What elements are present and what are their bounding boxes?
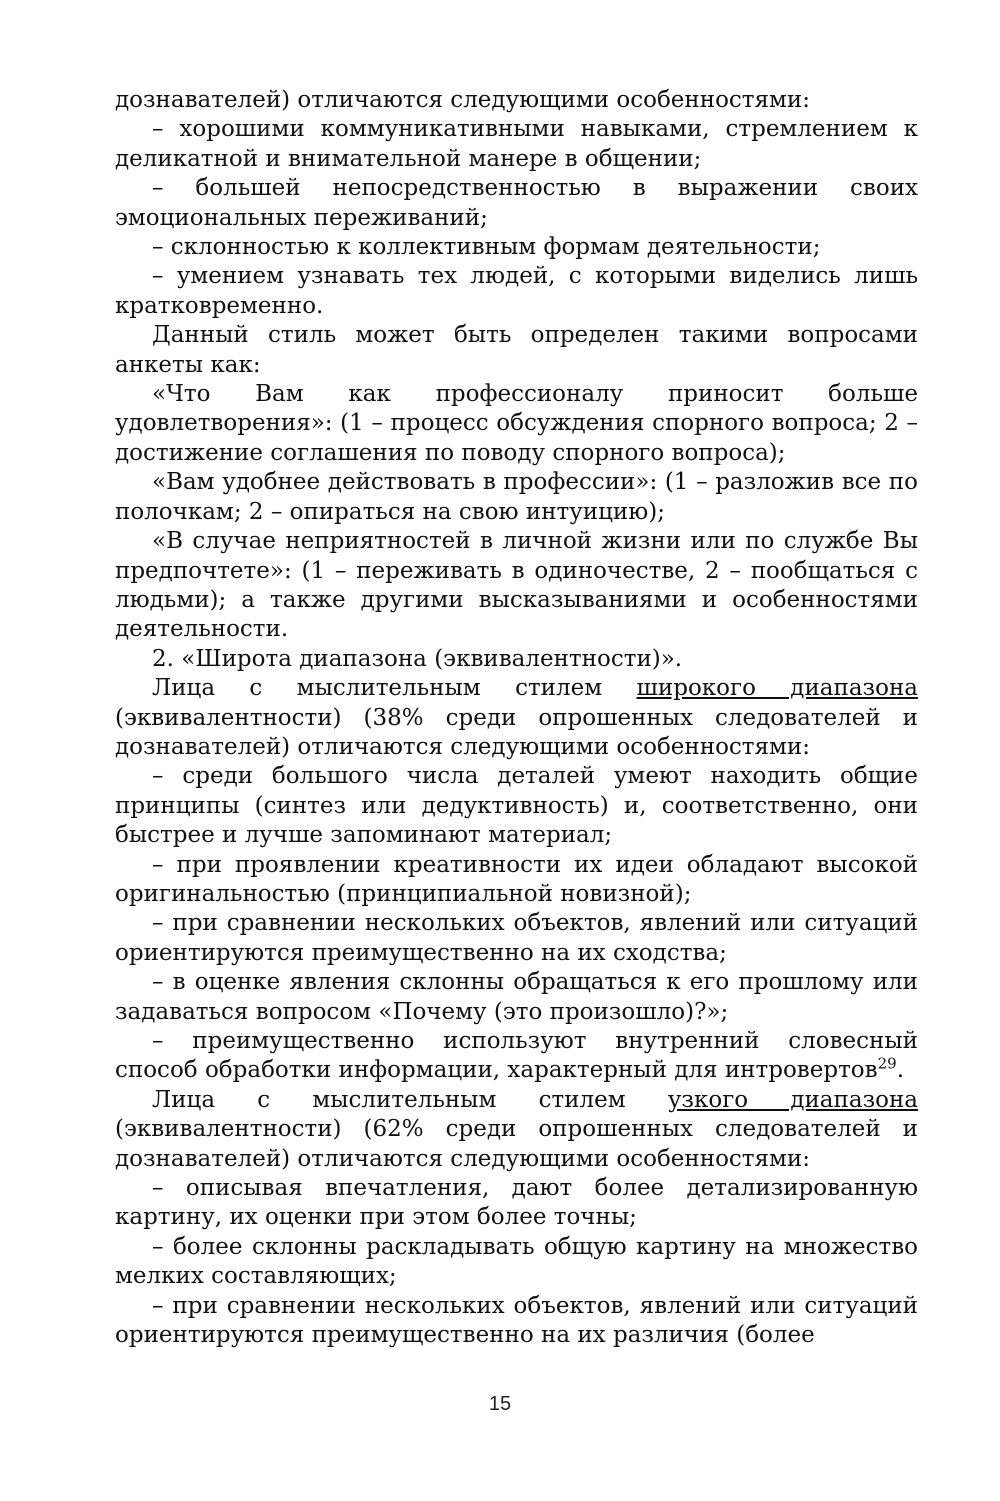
list-item-tail: . xyxy=(896,1057,904,1084)
list-item: – среди большого числа деталей умеют находить общие принципы (синтез или дедуктивность) и, соответственно, они быстрее и лучше запоминают материал; xyxy=(115,763,918,849)
list-item: – большей непосредственностью в выражении своих эмоциональных переживаний; xyxy=(115,175,918,231)
paragraph xyxy=(115,674,918,762)
underlined-term: узкого диапазона xyxy=(667,1086,918,1113)
list-item: – при сравнении нескольких объектов, явлений или ситуаций ориентируются преимущественно на их различия (более xyxy=(115,1292,918,1349)
section-heading: 2. «Широта диапазона (эквивалентности)». xyxy=(152,645,683,672)
list-item: – при проявлении креативности их идеи обладают высокой оригинальностью (принципиальной новизной); xyxy=(115,851,918,907)
underlined-term: широкого диапазона xyxy=(636,675,918,702)
list-item: – в оценке явления склонны обращаться к его прошлому или задаваться вопросом «Почему (это произошло)?»; xyxy=(115,969,918,1025)
paragraph-rest: (эквивалентности) (62% среди опрошенных следователей и дознавателей) отличаются следующими особенностями: xyxy=(115,1116,918,1172)
page-number: 15 xyxy=(488,1393,512,1415)
list-item xyxy=(115,1027,918,1086)
list-item: – при сравнении нескольких объектов, явлений или ситуаций ориентируются преимущественно на их сходства; xyxy=(115,910,918,966)
list-item: – описывая впечатления, дают более детализированную картину, их оценки при этом более точны; xyxy=(115,1175,918,1231)
paragraph: Данный стиль может быть определен такими вопросами анкеты как: xyxy=(115,322,918,378)
paragraph-start: Лица с мыслительным стилем xyxy=(152,675,637,702)
paragraph: дознавателей) отличаются следующими особенностями: xyxy=(115,87,810,113)
footnote-ref[interactable]: 29 xyxy=(877,1054,897,1073)
paragraph: «В случае неприятностей в личной жизни или по службе Вы предпочтете»: (1 – переживать в одиночестве, 2 – пообщаться с людьми); а также другими высказываниями и особенностями деятельности. xyxy=(115,528,918,643)
body-text xyxy=(115,86,918,1350)
list-item: – более склонны раскладывать общую картину на множество мелких составляющих; xyxy=(115,1233,918,1290)
paragraph xyxy=(115,1086,918,1174)
list-item: – хорошими коммуникативными навыками, стремлением к деликатной и внимательной манере в общении; xyxy=(115,116,918,172)
paragraph-rest: (эквивалентности) (38% среди опрошенных следователей и дознавателей) отличаются следующими особенностями: xyxy=(115,704,918,760)
paragraph-start: Лица с мыслительным стилем xyxy=(152,1086,668,1113)
list-item: – умением узнавать тех людей, с которыми виделись лишь кратковременно. xyxy=(115,263,918,319)
paragraph: «Что Вам как профессионалу приносит больше удовлетворения»: (1 – процесс обсуждения спорного вопроса; 2 – достижение соглашения по поводу спорного вопроса); xyxy=(115,381,918,466)
list-item-text: – преимущественно используют внутренний словесный способ обработки информации, характерный для интровертов xyxy=(115,1028,918,1084)
list-item: – склонностью к коллективным формам деятельности; xyxy=(152,234,821,261)
paragraph: «Вам удобнее действовать в профессии»: (1 – разложив все по полочкам; 2 – опираться на свою интуицию); xyxy=(115,469,918,525)
